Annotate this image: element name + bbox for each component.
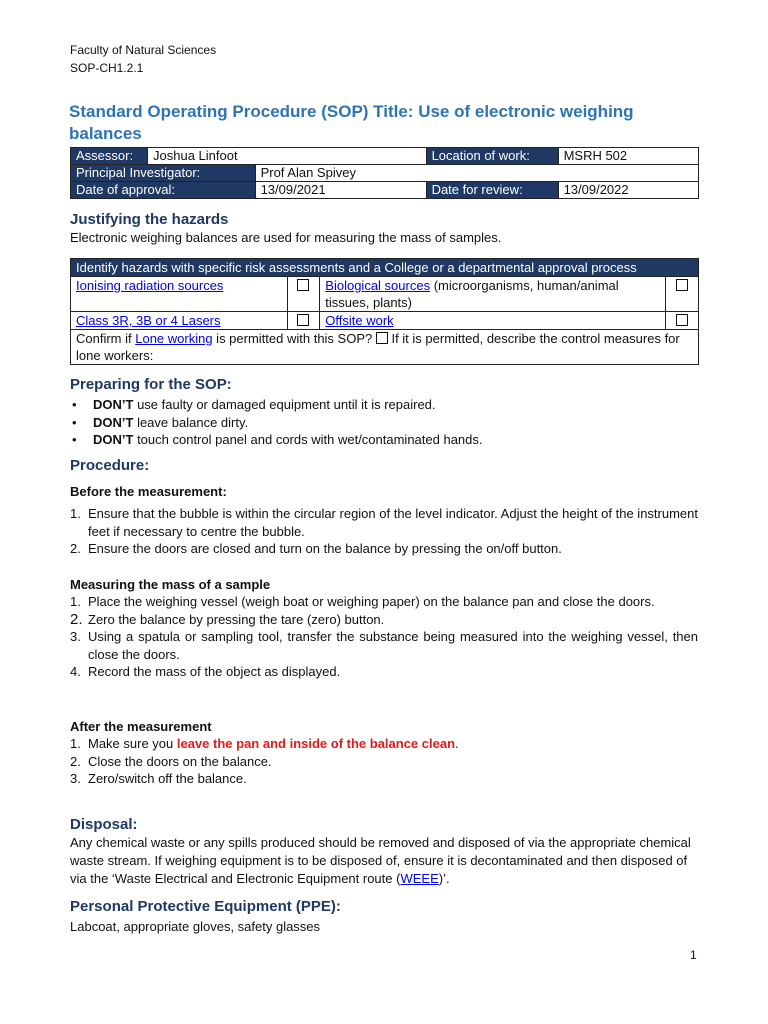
list-item (70, 663, 698, 681)
lone-post-text: If it is permitted, describe the control measures for lone workers: (76, 331, 680, 363)
dont-label: DON’T (93, 414, 134, 430)
sop-title: Standard Operating Procedure (SOP) Title: Use of electronic weighing balances (69, 102, 634, 143)
step-number: 3. (70, 629, 81, 644)
disposal-text (70, 834, 698, 888)
step-number: 2. (70, 541, 81, 556)
lone-working-cell (71, 330, 699, 365)
justify-heading: Justifying the hazards (70, 211, 229, 228)
location-value: MSRH 502 (558, 148, 698, 165)
step-text: Close the doors on the balance. (88, 753, 272, 769)
step-number: 2. (70, 753, 81, 769)
ionising-link[interactable]: Ionising radiation sources (76, 278, 224, 293)
approval-label: Date of approval: (71, 182, 256, 199)
lasers-checkbox[interactable] (297, 314, 309, 326)
step-text: Zero the balance by pressing the tare (zero) button. (88, 611, 385, 627)
assessor-value: Joshua Linfoot (148, 148, 427, 165)
step-text-end: . (455, 736, 459, 751)
ionising-checkbox[interactable] (297, 279, 309, 291)
list-item-text: touch control panel and cords with wet/contaminated hands. (133, 432, 483, 447)
step-text: Place the weighing vessel (weigh boat or weighing paper) on the balance pan and close the doors. (88, 594, 655, 609)
lone-pre-text: Confirm if (76, 331, 136, 346)
list-item (70, 396, 710, 414)
review-value: 13/09/2022 (558, 182, 698, 199)
list-item (70, 505, 698, 540)
list-item-text: leave balance dirty. (133, 414, 249, 430)
step-number: 1. (70, 506, 81, 521)
review-label: Date for review: (426, 182, 558, 199)
step-text: Ensure that the bubble is within the circular region of the level indicator. Adjust the height of the instrument feet if necessary to centre the bubble. (88, 506, 698, 539)
bullet-icon: • (72, 432, 77, 447)
lasers-checkbox-cell (287, 312, 320, 330)
disposal-text-end: )’. (438, 871, 450, 886)
info-table (70, 147, 699, 199)
step-text: Make sure you (88, 736, 177, 751)
biological-checkbox-cell (666, 277, 699, 312)
step-text: Ensure the doors are closed and turn on the balance by pressing the on/off button. (88, 541, 562, 556)
lasers-link[interactable]: Class 3R, 3B or 4 Lasers (76, 313, 221, 328)
pi-label: Principal Investigator: (71, 165, 256, 182)
step-text: Zero/switch off the balance. (88, 771, 247, 786)
list-item (70, 540, 698, 558)
page-number: 1 (690, 948, 697, 962)
list-item (70, 735, 698, 753)
ppe-heading: Personal Protective Equipment (PPE): (70, 898, 341, 915)
preparing-heading: Preparing for the SOP: (70, 376, 232, 393)
warning-text: leave the pan and inside of the balance clean (176, 736, 456, 751)
justify-text: Electronic weighing balances are used for measuring the mass of samples. (70, 230, 502, 245)
assessor-label: Assessor: (71, 148, 148, 165)
sop-code: SOP-CH1.2.1 (70, 61, 144, 75)
hazards-header: Identify hazards with specific risk assessments and a College or a departmental approval process (71, 259, 699, 277)
bullet-icon: • (72, 397, 77, 412)
hazards-table (70, 258, 699, 365)
list-item (70, 770, 698, 788)
bullet-icon: • (72, 414, 77, 430)
step-text: Record the mass of the object as displayed. (88, 664, 341, 679)
ppe-text: Labcoat, appropriate gloves, safety glasses (70, 919, 321, 934)
list-item (70, 753, 698, 771)
hazard-cell-offsite (320, 312, 666, 330)
hazard-cell-lasers (71, 312, 288, 330)
procedure-heading: Procedure: (70, 457, 150, 474)
approval-value: 13/09/2021 (255, 182, 426, 199)
list-item (70, 593, 698, 611)
hazard-cell-ionising (71, 277, 288, 312)
biological-link[interactable]: Biological sources (325, 278, 431, 293)
disposal-text-main: Any chemical waste or any spills produced should be removed and disposed of via the appropriate chemical waste stream. If weighing equipment is to be disposed of, ensure it is decontaminated and then disposed of via the ‘Waste Electrical and Electronic Equipment route ( (70, 835, 691, 886)
offsite-checkbox[interactable] (676, 314, 688, 326)
step-number: 3. (70, 771, 81, 786)
before-steps (70, 505, 698, 558)
after-steps (70, 735, 698, 788)
lone-working-checkbox[interactable] (376, 332, 388, 344)
disposal-heading: Disposal: (70, 816, 138, 833)
preparing-list (70, 396, 710, 449)
list-item (70, 611, 698, 629)
list-item-text: use faulty or damaged equipment until it is repaired. (133, 397, 436, 412)
offsite-link[interactable]: Offsite work (325, 313, 394, 328)
offsite-checkbox-cell (666, 312, 699, 330)
location-label: Location of work: (426, 148, 558, 165)
ionising-checkbox-cell (287, 277, 320, 312)
biological-desc: (microorganisms, human/animal tissues, plants) (325, 278, 619, 310)
weee-link[interactable]: WEEE (400, 871, 439, 886)
measuring-heading: Measuring the mass of a sample (70, 577, 271, 592)
lone-mid-text: is permitted with this SOP? (212, 331, 376, 346)
step-number: 2. (70, 610, 83, 628)
list-item (70, 414, 710, 432)
after-heading: After the measurement (70, 719, 212, 734)
step-number: 4. (70, 664, 81, 679)
measuring-steps (70, 593, 698, 681)
list-item (70, 431, 710, 449)
dont-label: DON’T (93, 432, 134, 447)
hazard-cell-biological (320, 277, 666, 312)
lone-working-link[interactable]: Lone working (135, 331, 213, 346)
step-text: Using a spatula or sampling tool, transfer the substance being measured into the weighing vessel, then close the doors. (88, 629, 698, 662)
pi-value: Prof Alan Spivey (255, 165, 698, 182)
faculty-header: Faculty of Natural Sciences (70, 43, 217, 57)
step-number: 1. (70, 736, 81, 751)
dont-label: DON’T (93, 397, 134, 412)
list-item (70, 628, 698, 663)
biological-checkbox[interactable] (676, 279, 688, 291)
step-number: 1. (70, 594, 81, 609)
before-heading: Before the measurement: (70, 484, 227, 499)
